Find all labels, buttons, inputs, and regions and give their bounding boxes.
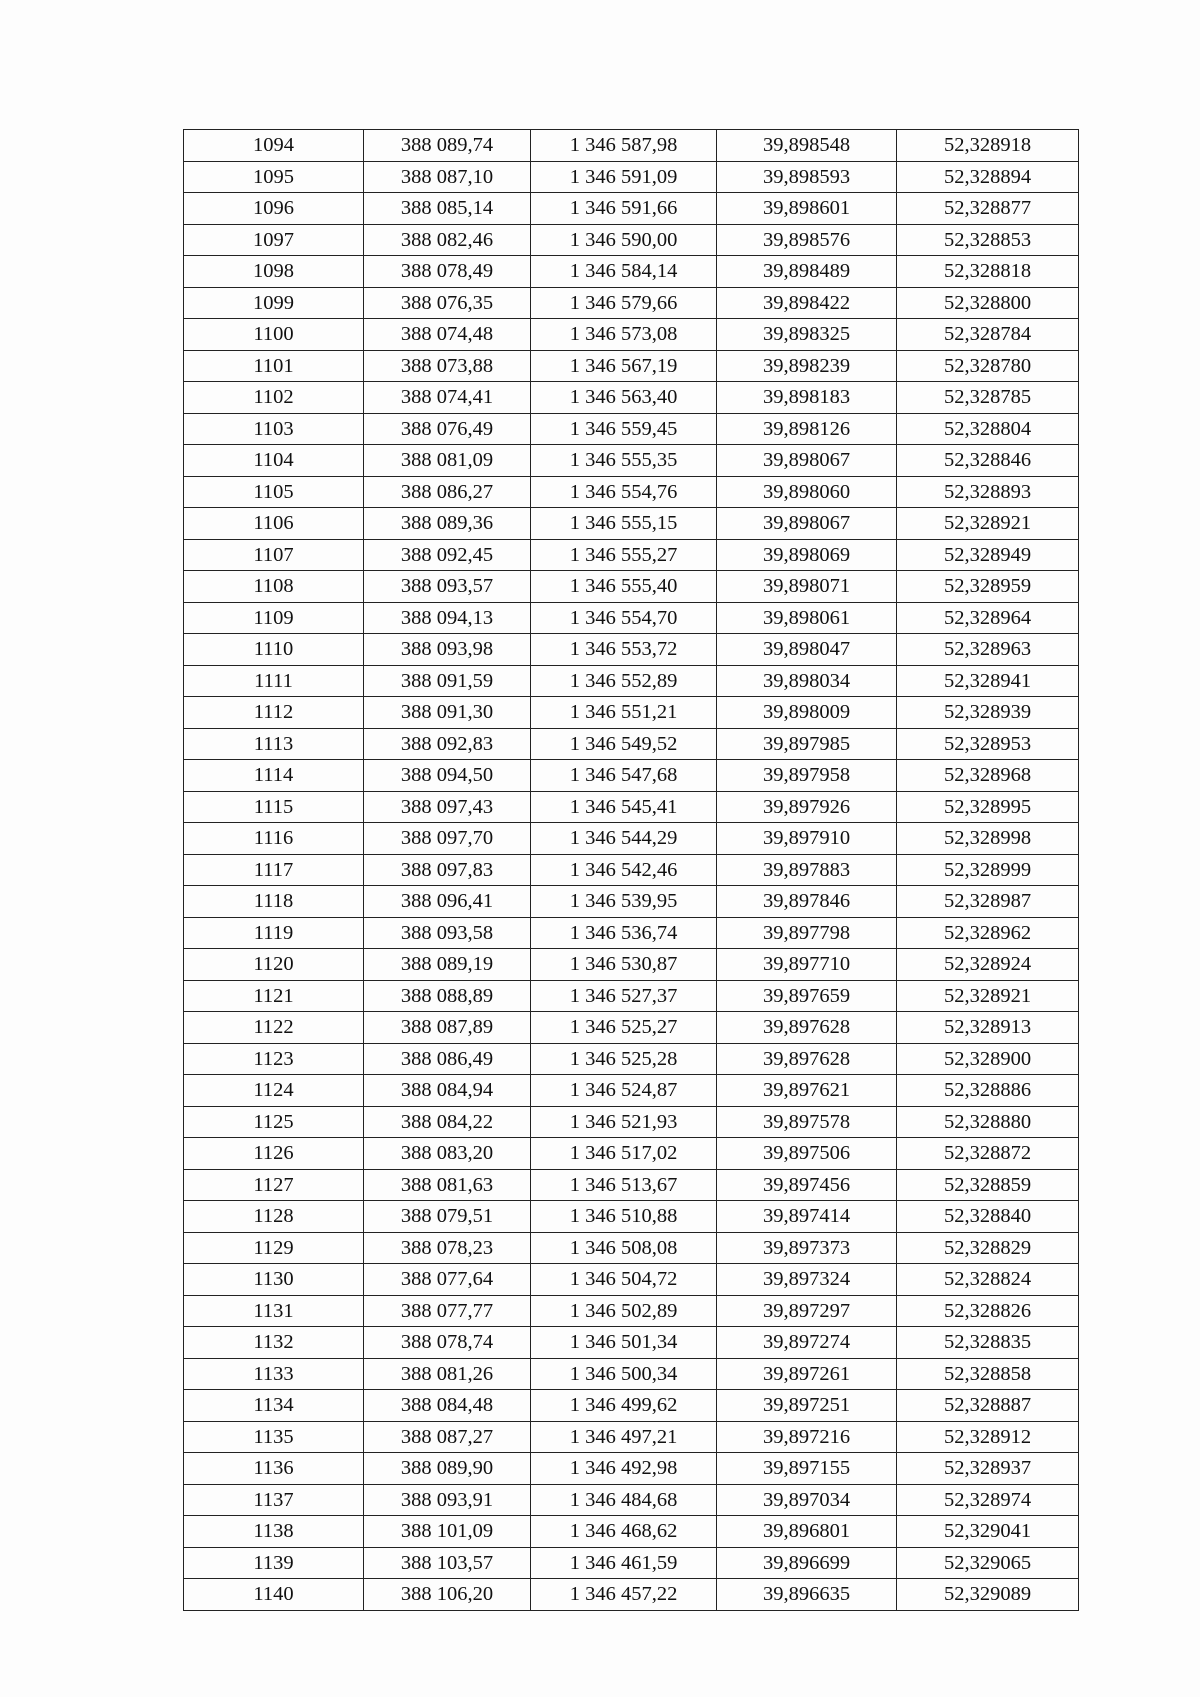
point-number-cell: 1136 [184,1453,364,1485]
y-coordinate-cell: 1 346 545,41 [531,791,717,823]
longitude-cell: 52,328949 [897,539,1079,571]
table-row [184,697,1079,729]
point-number-cell: 1094 [184,130,364,162]
point-number-cell: 1106 [184,508,364,540]
x-coordinate-cell: 388 089,19 [364,949,531,981]
longitude-cell: 52,328974 [897,1484,1079,1516]
point-number-cell: 1111 [184,665,364,697]
x-coordinate-cell: 388 082,46 [364,224,531,256]
point-number-cell: 1104 [184,445,364,477]
x-coordinate-cell: 388 079,51 [364,1201,531,1233]
longitude-cell: 52,328800 [897,287,1079,319]
longitude-cell: 52,329041 [897,1516,1079,1548]
longitude-cell: 52,328963 [897,634,1079,666]
y-coordinate-cell: 1 346 497,21 [531,1421,717,1453]
point-number-cell: 1116 [184,823,364,855]
y-coordinate-cell: 1 346 542,46 [531,854,717,886]
x-coordinate-cell: 388 103,57 [364,1547,531,1579]
table-row [184,1516,1079,1548]
point-number-cell: 1126 [184,1138,364,1170]
x-coordinate-cell: 388 081,26 [364,1358,531,1390]
latitude-cell: 39,897910 [717,823,897,855]
x-coordinate-cell: 388 089,90 [364,1453,531,1485]
latitude-cell: 39,898325 [717,319,897,351]
x-coordinate-cell: 388 078,74 [364,1327,531,1359]
longitude-cell: 52,328824 [897,1264,1079,1296]
x-coordinate-cell: 388 083,20 [364,1138,531,1170]
x-coordinate-cell: 388 096,41 [364,886,531,918]
point-number-cell: 1121 [184,980,364,1012]
point-number-cell: 1095 [184,161,364,193]
point-number-cell: 1098 [184,256,364,288]
point-number-cell: 1129 [184,1232,364,1264]
x-coordinate-cell: 388 101,09 [364,1516,531,1548]
x-coordinate-cell: 388 092,83 [364,728,531,760]
longitude-cell: 52,328887 [897,1390,1079,1422]
y-coordinate-cell: 1 346 555,40 [531,571,717,603]
point-number-cell: 1097 [184,224,364,256]
latitude-cell: 39,897155 [717,1453,897,1485]
point-number-cell: 1125 [184,1106,364,1138]
latitude-cell: 39,897373 [717,1232,897,1264]
x-coordinate-cell: 388 097,43 [364,791,531,823]
table-row [184,224,1079,256]
latitude-cell: 39,897324 [717,1264,897,1296]
latitude-cell: 39,897216 [717,1421,897,1453]
table-row [184,854,1079,886]
latitude-cell: 39,897628 [717,1012,897,1044]
table-row [184,1484,1079,1516]
longitude-cell: 52,328859 [897,1169,1079,1201]
coordinates-table-body [184,130,1079,1611]
y-coordinate-cell: 1 346 492,98 [531,1453,717,1485]
table-row [184,980,1079,1012]
latitude-cell: 39,897883 [717,854,897,886]
table-row [184,1390,1079,1422]
y-coordinate-cell: 1 346 457,22 [531,1579,717,1611]
point-number-cell: 1127 [184,1169,364,1201]
longitude-cell: 52,328939 [897,697,1079,729]
point-number-cell: 1131 [184,1295,364,1327]
y-coordinate-cell: 1 346 500,34 [531,1358,717,1390]
point-number-cell: 1137 [184,1484,364,1516]
point-number-cell: 1130 [184,1264,364,1296]
longitude-cell: 52,328964 [897,602,1079,634]
table-row [184,917,1079,949]
latitude-cell: 39,898061 [717,602,897,634]
x-coordinate-cell: 388 084,48 [364,1390,531,1422]
point-number-cell: 1103 [184,413,364,445]
latitude-cell: 39,897506 [717,1138,897,1170]
y-coordinate-cell: 1 346 524,87 [531,1075,717,1107]
point-number-cell: 1113 [184,728,364,760]
point-number-cell: 1132 [184,1327,364,1359]
longitude-cell: 52,328912 [897,1421,1079,1453]
longitude-cell: 52,329089 [897,1579,1079,1611]
table-row [184,1138,1079,1170]
longitude-cell: 52,328953 [897,728,1079,760]
longitude-cell: 52,328959 [897,571,1079,603]
latitude-cell: 39,897456 [717,1169,897,1201]
point-number-cell: 1107 [184,539,364,571]
point-number-cell: 1096 [184,193,364,225]
latitude-cell: 39,898489 [717,256,897,288]
longitude-cell: 52,328937 [897,1453,1079,1485]
point-number-cell: 1120 [184,949,364,981]
y-coordinate-cell: 1 346 536,74 [531,917,717,949]
longitude-cell: 52,328858 [897,1358,1079,1390]
longitude-cell: 52,328886 [897,1075,1079,1107]
latitude-cell: 39,896635 [717,1579,897,1611]
longitude-cell: 52,328877 [897,193,1079,225]
y-coordinate-cell: 1 346 513,67 [531,1169,717,1201]
x-coordinate-cell: 388 091,59 [364,665,531,697]
x-coordinate-cell: 388 084,22 [364,1106,531,1138]
longitude-cell: 52,328804 [897,413,1079,445]
y-coordinate-cell: 1 346 504,72 [531,1264,717,1296]
table-row [184,823,1079,855]
longitude-cell: 52,328785 [897,382,1079,414]
y-coordinate-cell: 1 346 590,00 [531,224,717,256]
y-coordinate-cell: 1 346 461,59 [531,1547,717,1579]
longitude-cell: 52,328995 [897,791,1079,823]
longitude-cell: 52,328941 [897,665,1079,697]
longitude-cell: 52,329065 [897,1547,1079,1579]
longitude-cell: 52,328968 [897,760,1079,792]
table-row [184,1421,1079,1453]
table-row [184,476,1079,508]
latitude-cell: 39,897985 [717,728,897,760]
point-number-cell: 1123 [184,1043,364,1075]
y-coordinate-cell: 1 346 553,72 [531,634,717,666]
point-number-cell: 1110 [184,634,364,666]
table-row [184,256,1079,288]
longitude-cell: 52,328921 [897,980,1079,1012]
latitude-cell: 39,897958 [717,760,897,792]
table-row [184,602,1079,634]
latitude-cell: 39,898593 [717,161,897,193]
y-coordinate-cell: 1 346 549,52 [531,728,717,760]
latitude-cell: 39,897628 [717,1043,897,1075]
x-coordinate-cell: 388 085,14 [364,193,531,225]
y-coordinate-cell: 1 346 552,89 [531,665,717,697]
point-number-cell: 1134 [184,1390,364,1422]
point-number-cell: 1133 [184,1358,364,1390]
table-row [184,1547,1079,1579]
point-number-cell: 1138 [184,1516,364,1548]
table-row [184,760,1079,792]
longitude-cell: 52,328962 [897,917,1079,949]
y-coordinate-cell: 1 346 539,95 [531,886,717,918]
x-coordinate-cell: 388 092,45 [364,539,531,571]
y-coordinate-cell: 1 346 567,19 [531,350,717,382]
x-coordinate-cell: 388 081,63 [364,1169,531,1201]
table-row [184,1579,1079,1611]
latitude-cell: 39,898069 [717,539,897,571]
table-row [184,413,1079,445]
latitude-cell: 39,897274 [717,1327,897,1359]
table-row [184,287,1079,319]
latitude-cell: 39,898009 [717,697,897,729]
longitude-cell: 52,328893 [897,476,1079,508]
latitude-cell: 39,898060 [717,476,897,508]
longitude-cell: 52,328924 [897,949,1079,981]
point-number-cell: 1114 [184,760,364,792]
latitude-cell: 39,897414 [717,1201,897,1233]
point-number-cell: 1124 [184,1075,364,1107]
point-number-cell: 1112 [184,697,364,729]
longitude-cell: 52,328829 [897,1232,1079,1264]
point-number-cell: 1099 [184,287,364,319]
y-coordinate-cell: 1 346 551,21 [531,697,717,729]
y-coordinate-cell: 1 346 579,66 [531,287,717,319]
longitude-cell: 52,328913 [897,1012,1079,1044]
x-coordinate-cell: 388 087,10 [364,161,531,193]
latitude-cell: 39,897251 [717,1390,897,1422]
y-coordinate-cell: 1 346 501,34 [531,1327,717,1359]
table-row [184,886,1079,918]
x-coordinate-cell: 388 081,09 [364,445,531,477]
x-coordinate-cell: 388 087,89 [364,1012,531,1044]
x-coordinate-cell: 388 086,27 [364,476,531,508]
table-row [184,1264,1079,1296]
table-row [184,1327,1079,1359]
latitude-cell: 39,898067 [717,508,897,540]
latitude-cell: 39,897659 [717,980,897,1012]
longitude-cell: 52,328840 [897,1201,1079,1233]
point-number-cell: 1105 [184,476,364,508]
latitude-cell: 39,898548 [717,130,897,162]
latitude-cell: 39,896699 [717,1547,897,1579]
longitude-cell: 52,328835 [897,1327,1079,1359]
latitude-cell: 39,898126 [717,413,897,445]
table-row [184,1075,1079,1107]
longitude-cell: 52,328846 [897,445,1079,477]
x-coordinate-cell: 388 093,58 [364,917,531,949]
x-coordinate-cell: 388 093,57 [364,571,531,603]
point-number-cell: 1128 [184,1201,364,1233]
y-coordinate-cell: 1 346 544,29 [531,823,717,855]
table-row [184,1201,1079,1233]
point-number-cell: 1117 [184,854,364,886]
point-number-cell: 1140 [184,1579,364,1611]
x-coordinate-cell: 388 077,64 [364,1264,531,1296]
x-coordinate-cell: 388 091,30 [364,697,531,729]
table-row [184,382,1079,414]
x-coordinate-cell: 388 087,27 [364,1421,531,1453]
longitude-cell: 52,328900 [897,1043,1079,1075]
table-row [184,949,1079,981]
latitude-cell: 39,896801 [717,1516,897,1548]
latitude-cell: 39,897297 [717,1295,897,1327]
longitude-cell: 52,328872 [897,1138,1079,1170]
y-coordinate-cell: 1 346 587,98 [531,130,717,162]
y-coordinate-cell: 1 346 530,87 [531,949,717,981]
table-row [184,161,1079,193]
table-row [184,791,1079,823]
point-number-cell: 1119 [184,917,364,949]
y-coordinate-cell: 1 346 591,66 [531,193,717,225]
table-row [184,1453,1079,1485]
point-number-cell: 1108 [184,571,364,603]
longitude-cell: 52,328921 [897,508,1079,540]
longitude-cell: 52,328918 [897,130,1079,162]
x-coordinate-cell: 388 086,49 [364,1043,531,1075]
y-coordinate-cell: 1 346 484,68 [531,1484,717,1516]
x-coordinate-cell: 388 076,49 [364,413,531,445]
x-coordinate-cell: 388 106,20 [364,1579,531,1611]
point-number-cell: 1115 [184,791,364,823]
y-coordinate-cell: 1 346 559,45 [531,413,717,445]
x-coordinate-cell: 388 078,49 [364,256,531,288]
x-coordinate-cell: 388 078,23 [364,1232,531,1264]
y-coordinate-cell: 1 346 521,93 [531,1106,717,1138]
latitude-cell: 39,897261 [717,1358,897,1390]
longitude-cell: 52,328880 [897,1106,1079,1138]
y-coordinate-cell: 1 346 573,08 [531,319,717,351]
point-number-cell: 1109 [184,602,364,634]
y-coordinate-cell: 1 346 563,40 [531,382,717,414]
table-row [184,350,1079,382]
y-coordinate-cell: 1 346 554,76 [531,476,717,508]
table-row [184,508,1079,540]
point-number-cell: 1122 [184,1012,364,1044]
latitude-cell: 39,898576 [717,224,897,256]
coordinates-table [183,129,1079,1611]
table-row [184,130,1079,162]
latitude-cell: 39,897578 [717,1106,897,1138]
x-coordinate-cell: 388 094,13 [364,602,531,634]
table-row [184,1295,1079,1327]
latitude-cell: 39,897798 [717,917,897,949]
longitude-cell: 52,328784 [897,319,1079,351]
latitude-cell: 39,898067 [717,445,897,477]
x-coordinate-cell: 388 094,50 [364,760,531,792]
latitude-cell: 39,897034 [717,1484,897,1516]
latitude-cell: 39,898422 [717,287,897,319]
point-number-cell: 1118 [184,886,364,918]
latitude-cell: 39,898601 [717,193,897,225]
longitude-cell: 52,328998 [897,823,1079,855]
latitude-cell: 39,898071 [717,571,897,603]
y-coordinate-cell: 1 346 517,02 [531,1138,717,1170]
table-row [184,571,1079,603]
table-row [184,1358,1079,1390]
table-row [184,665,1079,697]
table-row [184,445,1079,477]
x-coordinate-cell: 388 093,98 [364,634,531,666]
y-coordinate-cell: 1 346 555,15 [531,508,717,540]
y-coordinate-cell: 1 346 525,28 [531,1043,717,1075]
y-coordinate-cell: 1 346 508,08 [531,1232,717,1264]
y-coordinate-cell: 1 346 554,70 [531,602,717,634]
table-row [184,539,1079,571]
x-coordinate-cell: 388 073,88 [364,350,531,382]
y-coordinate-cell: 1 346 499,62 [531,1390,717,1422]
longitude-cell: 52,328999 [897,854,1079,886]
x-coordinate-cell: 388 076,35 [364,287,531,319]
x-coordinate-cell: 388 074,41 [364,382,531,414]
y-coordinate-cell: 1 346 555,35 [531,445,717,477]
y-coordinate-cell: 1 346 584,14 [531,256,717,288]
x-coordinate-cell: 388 074,48 [364,319,531,351]
point-number-cell: 1135 [184,1421,364,1453]
latitude-cell: 39,898183 [717,382,897,414]
latitude-cell: 39,897926 [717,791,897,823]
longitude-cell: 52,328780 [897,350,1079,382]
table-row [184,728,1079,760]
table-row [184,319,1079,351]
y-coordinate-cell: 1 346 547,68 [531,760,717,792]
longitude-cell: 52,328826 [897,1295,1079,1327]
longitude-cell: 52,328853 [897,224,1079,256]
latitude-cell: 39,898047 [717,634,897,666]
latitude-cell: 39,897621 [717,1075,897,1107]
table-row [184,1169,1079,1201]
table-row [184,634,1079,666]
x-coordinate-cell: 388 097,70 [364,823,531,855]
point-number-cell: 1101 [184,350,364,382]
y-coordinate-cell: 1 346 555,27 [531,539,717,571]
x-coordinate-cell: 388 093,91 [364,1484,531,1516]
longitude-cell: 52,328987 [897,886,1079,918]
y-coordinate-cell: 1 346 525,27 [531,1012,717,1044]
table-row [184,1106,1079,1138]
longitude-cell: 52,328894 [897,161,1079,193]
latitude-cell: 39,898034 [717,665,897,697]
y-coordinate-cell: 1 346 591,09 [531,161,717,193]
x-coordinate-cell: 388 084,94 [364,1075,531,1107]
y-coordinate-cell: 1 346 468,62 [531,1516,717,1548]
latitude-cell: 39,898239 [717,350,897,382]
x-coordinate-cell: 388 089,36 [364,508,531,540]
y-coordinate-cell: 1 346 510,88 [531,1201,717,1233]
point-number-cell: 1100 [184,319,364,351]
y-coordinate-cell: 1 346 502,89 [531,1295,717,1327]
latitude-cell: 39,897710 [717,949,897,981]
x-coordinate-cell: 388 097,83 [364,854,531,886]
latitude-cell: 39,897846 [717,886,897,918]
x-coordinate-cell: 388 089,74 [364,130,531,162]
table-row [184,1012,1079,1044]
x-coordinate-cell: 388 077,77 [364,1295,531,1327]
point-number-cell: 1102 [184,382,364,414]
y-coordinate-cell: 1 346 527,37 [531,980,717,1012]
point-number-cell: 1139 [184,1547,364,1579]
table-row [184,1232,1079,1264]
longitude-cell: 52,328818 [897,256,1079,288]
x-coordinate-cell: 388 088,89 [364,980,531,1012]
table-row [184,193,1079,225]
table-row [184,1043,1079,1075]
